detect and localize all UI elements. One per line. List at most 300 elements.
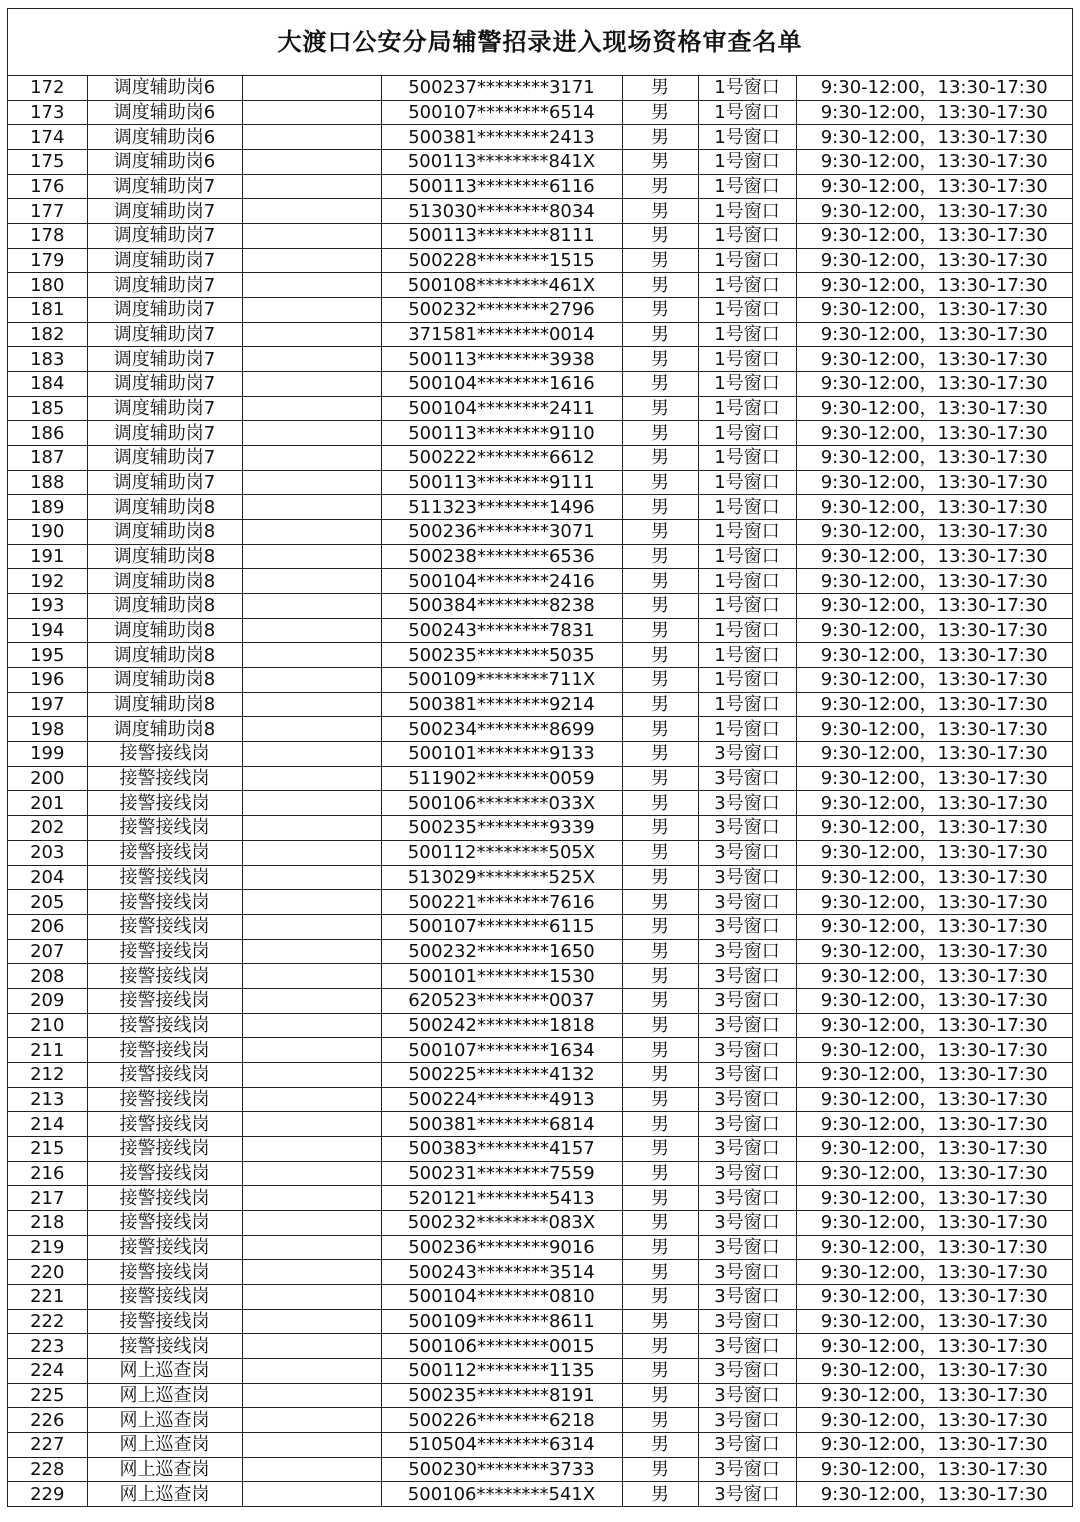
id-number-cell: 620523********0037 <box>381 988 622 1013</box>
document-sheet <box>7 8 1073 1507</box>
id-number-cell: 500230********3733 <box>381 1457 622 1482</box>
position-cell: 接警接线岗 <box>87 742 242 767</box>
blank-cell <box>242 125 381 150</box>
table-row <box>8 1038 1072 1063</box>
id-number-cell: 513029********525X <box>381 865 622 890</box>
table-row <box>8 100 1072 125</box>
position-cell: 接警接线岗 <box>87 1136 242 1161</box>
id-number-cell: 500238********6536 <box>381 544 622 569</box>
blank-cell <box>242 791 381 816</box>
table-row <box>8 1334 1072 1359</box>
id-number-cell: 500106********0015 <box>381 1334 622 1359</box>
time-slot-cell: 9:30-12:00，13:30-17:30 <box>796 840 1072 865</box>
window-cell: 1号窗口 <box>698 273 796 298</box>
row-number-cell: 215 <box>8 1136 87 1161</box>
window-cell: 3号窗口 <box>698 1358 796 1383</box>
row-number-cell: 186 <box>8 421 87 446</box>
position-cell: 调度辅助岗7 <box>87 273 242 298</box>
table-row <box>8 1112 1072 1137</box>
time-slot-cell: 9:30-12:00，13:30-17:30 <box>796 1334 1072 1359</box>
row-number-cell: 201 <box>8 791 87 816</box>
time-slot-cell: 9:30-12:00，13:30-17:30 <box>796 742 1072 767</box>
id-number-cell: 500106********541X <box>381 1482 622 1506</box>
time-slot-cell: 9:30-12:00，13:30-17:30 <box>796 520 1072 545</box>
row-number-cell: 180 <box>8 273 87 298</box>
table-row <box>8 1358 1072 1383</box>
position-cell: 调度辅助岗7 <box>87 470 242 495</box>
gender-cell: 男 <box>622 1457 698 1482</box>
blank-cell <box>242 1383 381 1408</box>
position-cell: 网上巡查岗 <box>87 1383 242 1408</box>
gender-cell: 男 <box>622 544 698 569</box>
position-cell: 调度辅助岗7 <box>87 199 242 224</box>
time-slot-cell: 9:30-12:00，13:30-17:30 <box>796 594 1072 619</box>
row-number-cell: 214 <box>8 1112 87 1137</box>
table-row <box>8 865 1072 890</box>
gender-cell: 男 <box>622 1334 698 1359</box>
id-number-cell: 500243********3514 <box>381 1260 622 1285</box>
time-slot-cell: 9:30-12:00，13:30-17:30 <box>796 199 1072 224</box>
gender-cell: 男 <box>622 1358 698 1383</box>
window-cell: 3号窗口 <box>698 1136 796 1161</box>
position-cell: 接警接线岗 <box>87 1087 242 1112</box>
blank-cell <box>242 1186 381 1211</box>
gender-cell: 男 <box>622 717 698 742</box>
blank-cell <box>242 174 381 199</box>
id-number-cell: 500383********4157 <box>381 1136 622 1161</box>
blank-cell <box>242 76 381 100</box>
window-cell: 3号窗口 <box>698 988 796 1013</box>
row-number-cell: 208 <box>8 964 87 989</box>
gender-cell: 男 <box>622 939 698 964</box>
blank-cell <box>242 1038 381 1063</box>
time-slot-cell: 9:30-12:00，13:30-17:30 <box>796 1062 1072 1087</box>
window-cell: 3号窗口 <box>698 1112 796 1137</box>
row-number-cell: 175 <box>8 150 87 175</box>
id-number-cell: 500236********3071 <box>381 520 622 545</box>
position-cell: 网上巡查岗 <box>87 1482 242 1506</box>
time-slot-cell: 9:30-12:00，13:30-17:30 <box>796 100 1072 125</box>
window-cell: 3号窗口 <box>698 1482 796 1506</box>
blank-cell <box>242 1087 381 1112</box>
table-row <box>8 816 1072 841</box>
blank-cell <box>242 298 381 323</box>
gender-cell: 男 <box>622 174 698 199</box>
window-cell: 3号窗口 <box>698 1186 796 1211</box>
gender-cell: 男 <box>622 347 698 372</box>
window-cell: 1号窗口 <box>698 692 796 717</box>
blank-cell <box>242 742 381 767</box>
id-number-cell: 500237********3171 <box>381 76 622 100</box>
row-number-cell: 204 <box>8 865 87 890</box>
position-cell: 接警接线岗 <box>87 1161 242 1186</box>
window-cell: 1号窗口 <box>698 569 796 594</box>
gender-cell: 男 <box>622 1408 698 1433</box>
gender-cell: 男 <box>622 594 698 619</box>
time-slot-cell: 9:30-12:00，13:30-17:30 <box>796 322 1072 347</box>
id-number-cell: 500112********1135 <box>381 1358 622 1383</box>
blank-cell <box>242 224 381 249</box>
table-row <box>8 1186 1072 1211</box>
id-number-cell: 500112********505X <box>381 840 622 865</box>
gender-cell: 男 <box>622 1062 698 1087</box>
table-row <box>8 1087 1072 1112</box>
table-row <box>8 199 1072 224</box>
gender-cell: 男 <box>622 495 698 520</box>
window-cell: 3号窗口 <box>698 816 796 841</box>
table-row <box>8 692 1072 717</box>
window-cell: 1号窗口 <box>698 618 796 643</box>
id-number-cell: 500107********6514 <box>381 100 622 125</box>
gender-cell: 男 <box>622 1136 698 1161</box>
position-cell: 接警接线岗 <box>87 1210 242 1235</box>
table-row <box>8 248 1072 273</box>
time-slot-cell: 9:30-12:00，13:30-17:30 <box>796 224 1072 249</box>
blank-cell <box>242 100 381 125</box>
row-number-cell: 218 <box>8 1210 87 1235</box>
id-number-cell: 500109********711X <box>381 668 622 693</box>
id-number-cell: 500381********9214 <box>381 692 622 717</box>
time-slot-cell: 9:30-12:00，13:30-17:30 <box>796 914 1072 939</box>
table-row <box>8 1432 1072 1457</box>
row-number-cell: 185 <box>8 396 87 421</box>
table-row <box>8 125 1072 150</box>
row-number-cell: 224 <box>8 1358 87 1383</box>
id-number-cell: 500242********1818 <box>381 1013 622 1038</box>
row-number-cell: 227 <box>8 1432 87 1457</box>
row-number-cell: 179 <box>8 248 87 273</box>
blank-cell <box>242 668 381 693</box>
row-number-cell: 184 <box>8 372 87 397</box>
table-row <box>8 1235 1072 1260</box>
window-cell: 1号窗口 <box>698 150 796 175</box>
id-number-cell: 500222********6612 <box>381 446 622 471</box>
table-row <box>8 1383 1072 1408</box>
candidate-table <box>8 76 1072 1506</box>
table-row <box>8 1309 1072 1334</box>
window-cell: 1号窗口 <box>698 347 796 372</box>
table-row <box>8 914 1072 939</box>
blank-cell <box>242 865 381 890</box>
blank-cell <box>242 717 381 742</box>
table-row <box>8 668 1072 693</box>
window-cell: 3号窗口 <box>698 791 796 816</box>
time-slot-cell: 9:30-12:00，13:30-17:30 <box>796 692 1072 717</box>
gender-cell: 男 <box>622 1383 698 1408</box>
gender-cell: 男 <box>622 520 698 545</box>
time-slot-cell: 9:30-12:00，13:30-17:30 <box>796 1432 1072 1457</box>
id-number-cell: 500113********8111 <box>381 224 622 249</box>
gender-cell: 男 <box>622 766 698 791</box>
time-slot-cell: 9:30-12:00，13:30-17:30 <box>796 446 1072 471</box>
table-row <box>8 890 1072 915</box>
id-number-cell: 500106********033X <box>381 791 622 816</box>
window-cell: 3号窗口 <box>698 1408 796 1433</box>
row-number-cell: 195 <box>8 643 87 668</box>
time-slot-cell: 9:30-12:00，13:30-17:30 <box>796 988 1072 1013</box>
time-slot-cell: 9:30-12:00，13:30-17:30 <box>796 791 1072 816</box>
time-slot-cell: 9:30-12:00，13:30-17:30 <box>796 421 1072 446</box>
id-number-cell: 500113********9111 <box>381 470 622 495</box>
table-row <box>8 939 1072 964</box>
window-cell: 1号窗口 <box>698 248 796 273</box>
window-cell: 3号窗口 <box>698 1087 796 1112</box>
document-title: 大渡口公安分局辅警招录进入现场资格审查名单 <box>8 9 1072 76</box>
row-number-cell: 209 <box>8 988 87 1013</box>
gender-cell: 男 <box>622 914 698 939</box>
time-slot-cell: 9:30-12:00，13:30-17:30 <box>796 1235 1072 1260</box>
table-row <box>8 150 1072 175</box>
window-cell: 1号窗口 <box>698 446 796 471</box>
gender-cell: 男 <box>622 322 698 347</box>
time-slot-cell: 9:30-12:00，13:30-17:30 <box>796 125 1072 150</box>
time-slot-cell: 9:30-12:00，13:30-17:30 <box>796 643 1072 668</box>
table-row <box>8 1062 1072 1087</box>
window-cell: 3号窗口 <box>698 890 796 915</box>
row-number-cell: 177 <box>8 199 87 224</box>
id-number-cell: 511902********0059 <box>381 766 622 791</box>
blank-cell <box>242 396 381 421</box>
row-number-cell: 203 <box>8 840 87 865</box>
gender-cell: 男 <box>622 273 698 298</box>
gender-cell: 男 <box>622 372 698 397</box>
time-slot-cell: 9:30-12:00，13:30-17:30 <box>796 1013 1072 1038</box>
position-cell: 调度辅助岗7 <box>87 224 242 249</box>
blank-cell <box>242 470 381 495</box>
gender-cell: 男 <box>622 816 698 841</box>
id-number-cell: 500221********7616 <box>381 890 622 915</box>
blank-cell <box>242 1284 381 1309</box>
id-number-cell: 500113********841X <box>381 150 622 175</box>
window-cell: 1号窗口 <box>698 643 796 668</box>
position-cell: 调度辅助岗7 <box>87 421 242 446</box>
row-number-cell: 206 <box>8 914 87 939</box>
window-cell: 3号窗口 <box>698 1432 796 1457</box>
gender-cell: 男 <box>622 125 698 150</box>
position-cell: 调度辅助岗8 <box>87 594 242 619</box>
row-number-cell: 182 <box>8 322 87 347</box>
blank-cell <box>242 1136 381 1161</box>
table-row <box>8 717 1072 742</box>
blank-cell <box>242 1013 381 1038</box>
position-cell: 接警接线岗 <box>87 1062 242 1087</box>
position-cell: 接警接线岗 <box>87 890 242 915</box>
id-number-cell: 500109********8611 <box>381 1309 622 1334</box>
window-cell: 1号窗口 <box>698 298 796 323</box>
row-number-cell: 202 <box>8 816 87 841</box>
blank-cell <box>242 1457 381 1482</box>
window-cell: 1号窗口 <box>698 520 796 545</box>
table-row <box>8 347 1072 372</box>
id-number-cell: 500224********4913 <box>381 1087 622 1112</box>
position-cell: 调度辅助岗7 <box>87 174 242 199</box>
gender-cell: 男 <box>622 1432 698 1457</box>
row-number-cell: 226 <box>8 1408 87 1433</box>
id-number-cell: 500235********5035 <box>381 643 622 668</box>
gender-cell: 男 <box>622 1161 698 1186</box>
blank-cell <box>242 890 381 915</box>
gender-cell: 男 <box>622 248 698 273</box>
blank-cell <box>242 988 381 1013</box>
id-number-cell: 500101********1530 <box>381 964 622 989</box>
id-number-cell: 510504********6314 <box>381 1432 622 1457</box>
position-cell: 调度辅助岗8 <box>87 692 242 717</box>
blank-cell <box>242 347 381 372</box>
row-number-cell: 217 <box>8 1186 87 1211</box>
blank-cell <box>242 964 381 989</box>
time-slot-cell: 9:30-12:00，13:30-17:30 <box>796 495 1072 520</box>
blank-cell <box>242 1309 381 1334</box>
blank-cell <box>242 914 381 939</box>
row-number-cell: 223 <box>8 1334 87 1359</box>
id-number-cell: 500381********6814 <box>381 1112 622 1137</box>
row-number-cell: 183 <box>8 347 87 372</box>
gender-cell: 男 <box>622 618 698 643</box>
position-cell: 接警接线岗 <box>87 840 242 865</box>
table-row <box>8 964 1072 989</box>
table-row <box>8 1457 1072 1482</box>
row-number-cell: 219 <box>8 1235 87 1260</box>
position-cell: 调度辅助岗8 <box>87 495 242 520</box>
position-cell: 调度辅助岗8 <box>87 544 242 569</box>
row-number-cell: 192 <box>8 569 87 594</box>
time-slot-cell: 9:30-12:00，13:30-17:30 <box>796 569 1072 594</box>
table-row <box>8 298 1072 323</box>
id-number-cell: 500228********1515 <box>381 248 622 273</box>
blank-cell <box>242 520 381 545</box>
window-cell: 3号窗口 <box>698 914 796 939</box>
gender-cell: 男 <box>622 692 698 717</box>
id-number-cell: 500104********2411 <box>381 396 622 421</box>
row-number-cell: 188 <box>8 470 87 495</box>
time-slot-cell: 9:30-12:00，13:30-17:30 <box>796 1038 1072 1063</box>
position-cell: 接警接线岗 <box>87 914 242 939</box>
time-slot-cell: 9:30-12:00，13:30-17:30 <box>796 298 1072 323</box>
time-slot-cell: 9:30-12:00，13:30-17:30 <box>796 1112 1072 1137</box>
table-row <box>8 495 1072 520</box>
position-cell: 调度辅助岗8 <box>87 668 242 693</box>
blank-cell <box>242 939 381 964</box>
id-number-cell: 513030********8034 <box>381 199 622 224</box>
gender-cell: 男 <box>622 1038 698 1063</box>
id-number-cell: 500234********8699 <box>381 717 622 742</box>
row-number-cell: 172 <box>30 77 65 99</box>
blank-cell <box>242 273 381 298</box>
blank-cell <box>242 446 381 471</box>
position-cell: 调度辅助岗7 <box>87 396 242 421</box>
time-slot-cell: 9:30-12:00，13:30-17:30 <box>796 1482 1072 1506</box>
blank-cell <box>242 1482 381 1506</box>
blank-cell <box>242 248 381 273</box>
position-cell: 网上巡查岗 <box>87 1457 242 1482</box>
row-number-cell: 213 <box>8 1087 87 1112</box>
table-row <box>8 1161 1072 1186</box>
window-cell: 1号窗口 <box>698 224 796 249</box>
row-number-cell: 210 <box>8 1013 87 1038</box>
id-number-cell: 500243********7831 <box>381 618 622 643</box>
window-cell: 1号窗口 <box>698 717 796 742</box>
id-number-cell: 500384********8238 <box>381 594 622 619</box>
gender-cell: 男 <box>622 446 698 471</box>
row-number-cell: 199 <box>8 742 87 767</box>
gender-cell: 男 <box>622 643 698 668</box>
window-cell: 1号窗口 <box>698 396 796 421</box>
position-cell: 调度辅助岗8 <box>87 520 242 545</box>
gender-cell: 男 <box>622 421 698 446</box>
position-cell: 调度辅助岗6 <box>87 76 242 100</box>
gender-cell: 男 <box>622 100 698 125</box>
window-cell: 3号窗口 <box>698 1038 796 1063</box>
time-slot-cell: 9:30-12:00，13:30-17:30 <box>796 1087 1072 1112</box>
gender-cell: 男 <box>622 150 698 175</box>
id-number-cell: 500235********9339 <box>381 816 622 841</box>
time-slot-cell: 9:30-12:00，13:30-17:30 <box>796 1383 1072 1408</box>
table-row <box>8 618 1072 643</box>
row-number-cell: 200 <box>8 766 87 791</box>
gender-cell: 男 <box>622 791 698 816</box>
time-slot-cell: 9:30-12:00，13:30-17:30 <box>796 939 1072 964</box>
gender-cell: 男 <box>622 1112 698 1137</box>
id-number-cell: 500113********6116 <box>381 174 622 199</box>
table-row <box>8 1260 1072 1285</box>
blank-cell <box>242 1334 381 1359</box>
table-row <box>8 396 1072 421</box>
id-number-cell: 371581********0014 <box>381 322 622 347</box>
id-number-cell: 500232********2796 <box>381 298 622 323</box>
position-cell: 调度辅助岗7 <box>87 322 242 347</box>
time-slot-cell: 9:30-12:00，13:30-17:30 <box>796 964 1072 989</box>
row-number-cell: 191 <box>8 544 87 569</box>
blank-cell <box>242 322 381 347</box>
time-slot-cell: 9:30-12:00，13:30-17:30 <box>796 1210 1072 1235</box>
blank-cell <box>242 840 381 865</box>
time-slot-cell: 9:30-12:00，13:30-17:30 <box>796 1136 1072 1161</box>
blank-cell <box>242 692 381 717</box>
window-cell: 3号窗口 <box>698 1013 796 1038</box>
position-cell: 调度辅助岗8 <box>87 643 242 668</box>
blank-cell <box>242 150 381 175</box>
gender-cell: 男 <box>622 396 698 421</box>
time-slot-cell: 9:30-12:00，13:30-17:30 <box>796 816 1072 841</box>
id-number-cell: 500231********7559 <box>381 1161 622 1186</box>
window-cell: 1号窗口 <box>698 544 796 569</box>
gender-cell: 男 <box>622 1210 698 1235</box>
window-cell: 3号窗口 <box>698 1161 796 1186</box>
gender-cell: 男 <box>622 1260 698 1285</box>
row-number-cell: 205 <box>8 890 87 915</box>
table-row <box>8 643 1072 668</box>
row-number-cell: 222 <box>8 1309 87 1334</box>
time-slot-cell: 9:30-12:00，13:30-17:30 <box>796 618 1072 643</box>
position-cell: 网上巡查岗 <box>87 1432 242 1457</box>
window-cell: 1号窗口 <box>698 421 796 446</box>
table-row <box>8 988 1072 1013</box>
window-cell: 3号窗口 <box>698 1334 796 1359</box>
table-row <box>8 766 1072 791</box>
blank-cell <box>242 1260 381 1285</box>
position-cell: 调度辅助岗7 <box>87 446 242 471</box>
position-cell: 调度辅助岗6 <box>87 150 242 175</box>
time-slot-cell: 9:30-12:00，13:30-17:30 <box>796 1309 1072 1334</box>
blank-cell <box>242 199 381 224</box>
position-cell: 网上巡查岗 <box>87 1358 242 1383</box>
window-cell: 3号窗口 <box>698 1383 796 1408</box>
row-number-cell: 212 <box>8 1062 87 1087</box>
window-cell: 1号窗口 <box>698 100 796 125</box>
window-cell: 1号窗口 <box>698 668 796 693</box>
position-cell: 接警接线岗 <box>87 816 242 841</box>
id-number-cell: 511323********1496 <box>381 495 622 520</box>
